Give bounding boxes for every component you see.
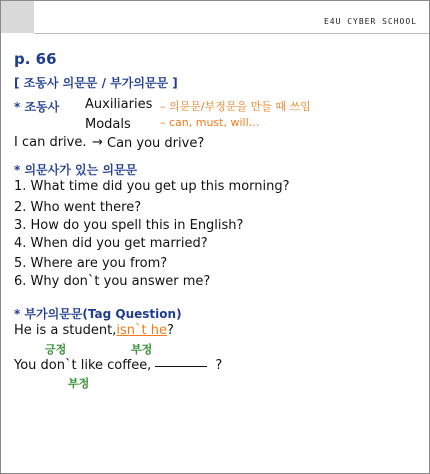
label-positive: 긍정 [45, 343, 67, 356]
tag-example-1-end: ? [166, 323, 174, 338]
lesson-title: [ 조동사 의문문 / 부가의문문 ] [14, 76, 178, 90]
tag-example-1-left: He is a student, [14, 323, 117, 338]
wh-item-2: 2. Who went there? [14, 200, 142, 215]
wh-item-4: 4. When did you get married? [14, 236, 208, 251]
school-name: E4U CYBER SCHOOL [323, 17, 417, 26]
tag-heading: * 부가의문문(Tag Question) [14, 307, 182, 321]
wh-item-6: 6. Why don`t you answer me? [14, 274, 211, 289]
tag-example-2-left: You don`t like coffee, [14, 358, 152, 373]
aux-bullet-label: * 조동사 [14, 100, 60, 114]
tag-example-1 [14, 323, 174, 338]
wh-item-1: 1. What time did you get up this morning? [14, 179, 290, 194]
aux-example-left: I can drive. [14, 135, 87, 150]
aux-note: – 의문문/부정문을 만들 때 쓰임 [160, 100, 311, 113]
tag-example-1-tag: isn`t he [116, 323, 167, 338]
label-negative-1: 부정 [131, 343, 153, 356]
arrow-icon: → [92, 135, 103, 150]
page-number: p. 66 [14, 50, 57, 68]
modals-note: – can, must, will… [160, 116, 260, 129]
wh-heading: * 의문사가 있는 의문문 [14, 163, 138, 177]
wh-item-3: 3. How do you spell this in English? [14, 218, 244, 233]
logo-box [1, 1, 34, 33]
tag-example-2-end: ? [215, 358, 223, 373]
tag-example-2-blank [155, 366, 207, 367]
wh-item-5: 5. Where are you from? [14, 256, 168, 271]
label-negative-2: 부정 [68, 377, 90, 390]
aux-example-right: Can you drive? [107, 136, 205, 151]
tag-example-2 [14, 358, 222, 373]
modals-word: Modals [85, 117, 131, 132]
header-divider [34, 33, 429, 34]
aux-word: Auxiliaries [85, 97, 153, 112]
